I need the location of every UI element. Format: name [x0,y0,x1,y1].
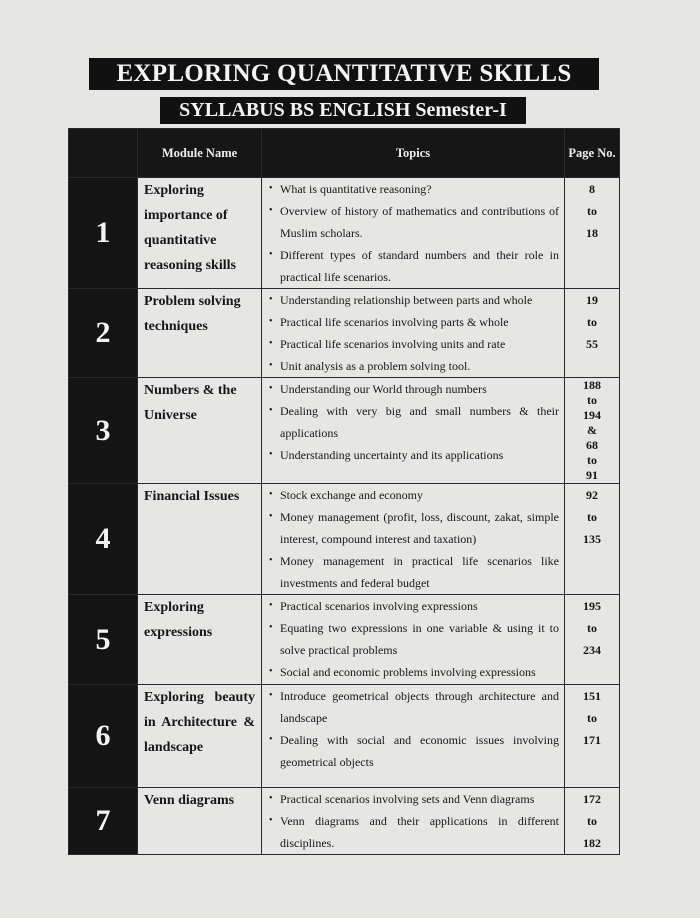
page-value: to [587,814,597,828]
page-value: 18 [586,226,598,240]
table-row [69,378,620,484]
module-topics [262,289,565,378]
table-row [69,788,620,855]
module-topics [262,178,565,289]
page-value: 194 [583,408,601,422]
page-value: 19 [586,293,598,307]
topic-item: • Different types of standard numbers and their role in practical life scenarios. [269,244,559,288]
page-range [565,484,620,595]
module-number: 4 [69,484,138,595]
topic-item: • Money management in practical life scenarios like investments and federal budget [269,550,559,594]
page-value: 234 [583,643,601,657]
page-value: 55 [586,337,598,351]
topic-list [269,378,559,466]
module-number: 3 [69,378,138,484]
page-range [565,595,620,685]
header-topics: Topics [262,129,565,178]
page-value: 188 [583,378,601,392]
page-value: to [587,315,597,329]
syllabus-table [68,128,620,855]
table-body [69,178,620,855]
module-number: 1 [69,178,138,289]
topic-item: • Practical scenarios involving sets and Venn diagrams [269,788,559,810]
topic-item: • Practical life scenarios involving parts & whole [269,311,559,333]
topic-item: • Dealing with social and economic issues involving geometrical objects [269,729,559,773]
module-name: Venn diagrams [138,788,262,855]
module-name: Exploring beauty in Architecture & landscape [138,685,262,788]
topic-item: • Practical life scenarios involving units and rate [269,333,559,355]
page-range [565,178,620,289]
page-value: to [587,510,597,524]
topic-item: • Dealing with very big and small numbers & their applications [269,400,559,444]
page-value: 135 [583,532,601,546]
topic-list [269,595,559,683]
module-topics [262,378,565,484]
module-name: Numbers & the Universe [138,378,262,484]
topic-list [269,289,559,377]
page-value: 172 [583,792,601,806]
topic-item: • Understanding relationship between parts and whole [269,289,559,311]
module-number: 7 [69,788,138,855]
page-value: to [587,711,597,725]
page-range [565,788,620,855]
document-subtitle: SYLLABUS BS ENGLISH Semester-I [160,97,526,124]
header-number-cell [69,129,138,178]
topic-list [269,685,559,773]
header-module-name: Module Name [138,129,262,178]
page-value: to [587,204,597,218]
page-value: 171 [583,733,601,747]
topic-list [269,178,559,288]
page-range [565,378,620,484]
table-row [69,289,620,378]
topic-list [269,788,559,854]
page-range [565,685,620,788]
page-value: 91 [586,468,598,482]
page-value: 8 [589,182,595,196]
module-number: 5 [69,595,138,685]
module-name: Exploring expressions [138,595,262,685]
table-row [69,595,620,685]
module-topics [262,685,565,788]
topic-item: • Social and economic problems involving expressions [269,661,559,683]
table-header-row [69,129,620,178]
document-title: EXPLORING QUANTITATIVE SKILLS [89,58,599,90]
table-row [69,685,620,788]
page-value: 182 [583,836,601,850]
topic-item: • Money management (profit, loss, discount, zakat, simple interest, compound interest and taxation) [269,506,559,550]
page-value: 92 [586,488,598,502]
page-range [565,289,620,378]
topic-list [269,484,559,594]
page-value: to [587,393,597,407]
topic-item: • Unit analysis as a problem solving tool. [269,355,559,377]
page-value: 151 [583,689,601,703]
topic-item: • Introduce geometrical objects through architecture and landscape [269,685,559,729]
module-name: Exploring importance of quantitative reasoning skills [138,178,262,289]
page-value: & [587,423,597,437]
topic-item: • Practical scenarios involving expressions [269,595,559,617]
module-topics [262,788,565,855]
page-value: 68 [586,438,598,452]
topic-item: • Stock exchange and economy [269,484,559,506]
page-value: to [587,621,597,635]
module-topics [262,595,565,685]
topic-item: • Overview of history of mathematics and contributions of Muslim scholars. [269,200,559,244]
page-value: 195 [583,599,601,613]
topic-item: • Venn diagrams and their applications in different disciplines. [269,810,559,854]
module-topics [262,484,565,595]
topic-item: • What is quantitative reasoning? [269,178,559,200]
module-number: 2 [69,289,138,378]
module-number: 6 [69,685,138,788]
header-page-no: Page No. [565,129,620,178]
topic-item: • Understanding our World through numbers [269,378,559,400]
table-row [69,178,620,289]
topic-item: • Understanding uncertainty and its applications [269,444,559,466]
module-name: Financial Issues [138,484,262,595]
table-row [69,484,620,595]
topic-item: • Equating two expressions in one variable & using it to solve practical problems [269,617,559,661]
page-value: to [587,453,597,467]
module-name: Problem solving techniques [138,289,262,378]
